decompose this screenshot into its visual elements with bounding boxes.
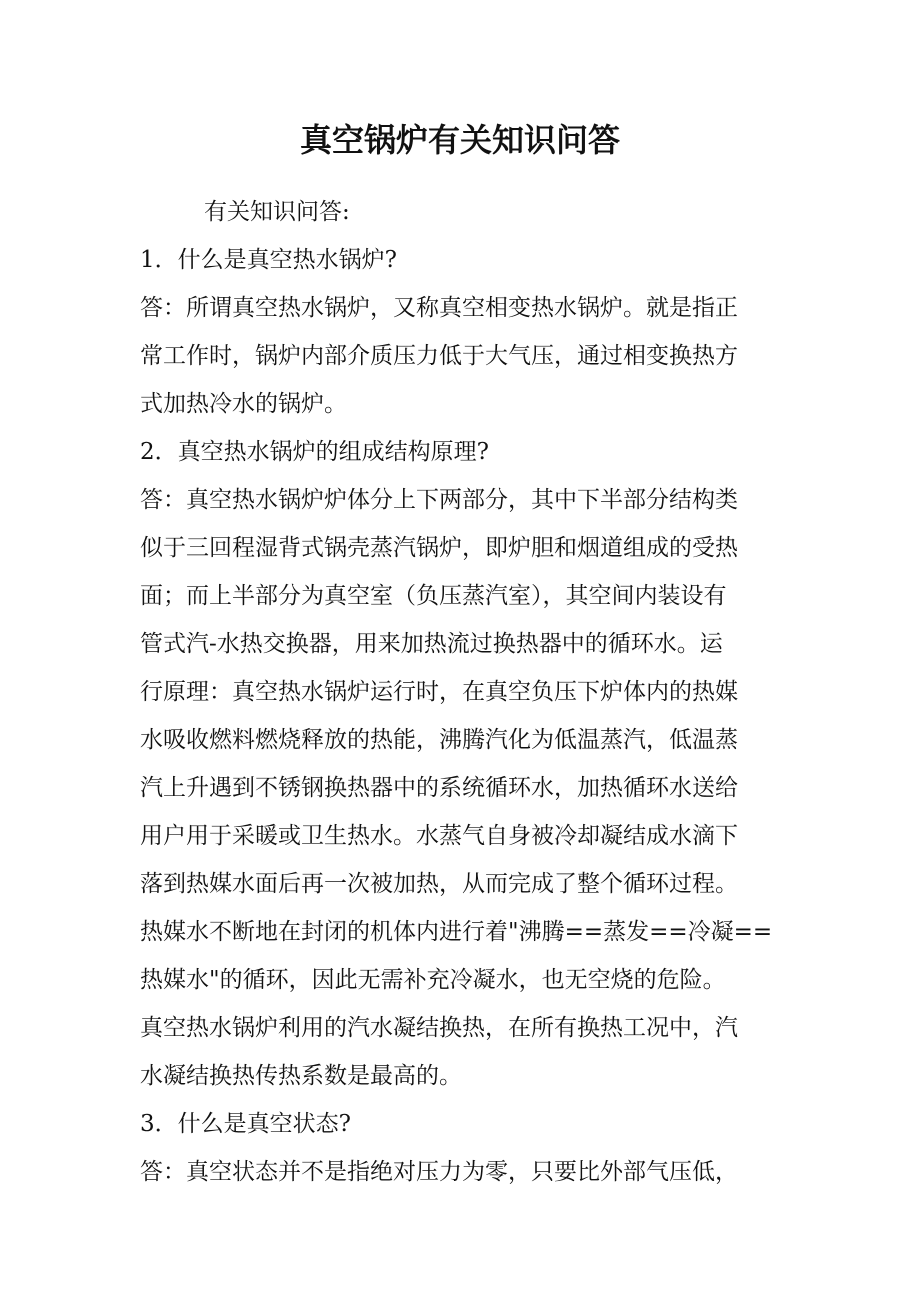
document-body bbox=[140, 188, 790, 1196]
answer-2-line-4: 管式汽-水热交换器，用来加热流过换热器中的循环水。运 bbox=[140, 631, 723, 657]
answer-1-line-2: 常工作时，锅炉内部介质压力低于大气压，通过相变换热方 bbox=[140, 343, 738, 369]
question-2: 2．真空热水锅炉的组成结构原理? bbox=[140, 439, 489, 465]
answer-2-line-12: 真空热水锅炉利用的汽水凝结换热，在所有换热工况中，汽 bbox=[140, 1015, 738, 1041]
answer-2-line-3: 面；而上半部分为真空室（负压蒸汽室），其空间内装设有 bbox=[140, 583, 727, 609]
question-1: 1．什么是真空热水锅炉? bbox=[140, 247, 397, 273]
answer-2-line-5: 行原理：真空热水锅炉运行时，在真空负压下炉体内的热媒 bbox=[140, 679, 738, 705]
answer-2-line-10: 热媒水不断地在封闭的机体内进行着"沸腾==蒸发==冷凝== bbox=[140, 919, 773, 945]
answer-1-line-3: 式加热冷水的锅炉。 bbox=[140, 391, 347, 417]
answer-2-line-1: 答：真空热水锅炉炉体分上下两部分，其中下半部分结构类 bbox=[140, 487, 738, 513]
document-title: 真空锅炉有关知识问答 bbox=[299, 121, 620, 159]
question-3: 3．什么是真空状态? bbox=[140, 1111, 351, 1137]
intro-line: 有关知识问答: bbox=[204, 199, 350, 225]
answer-2-line-13: 水凝结换热传热系数是最高的。 bbox=[140, 1063, 462, 1089]
answer-2-line-9: 落到热媒水面后再一次被加热，从而完成了整个循环过程。 bbox=[140, 871, 738, 897]
answer-1-line-1: 答：所谓真空热水锅炉，又称真空相变热水锅炉。就是指正 bbox=[140, 295, 738, 321]
answer-2-line-7: 汽上升遇到不锈钢换热器中的系统循环水，加热循环水送给 bbox=[140, 775, 738, 801]
answer-2-line-2: 似于三回程湿背式锅壳蒸汽锅炉，即炉胆和烟道组成的受热 bbox=[140, 535, 738, 561]
answer-2-line-11: 热媒水"的循环，因此无需补充冷凝水，也无空烧的危险。 bbox=[140, 967, 726, 993]
answer-2-line-8: 用户用于采暖或卫生热水。水蒸气自身被冷却凝结成水滴下 bbox=[140, 823, 738, 849]
answer-2-line-6: 水吸收燃料燃烧释放的热能，沸腾汽化为低温蒸汽，低温蒸 bbox=[140, 727, 738, 753]
answer-3-line-1: 答：真空状态并不是指绝对压力为零，只要比外部气压低， bbox=[140, 1159, 738, 1185]
